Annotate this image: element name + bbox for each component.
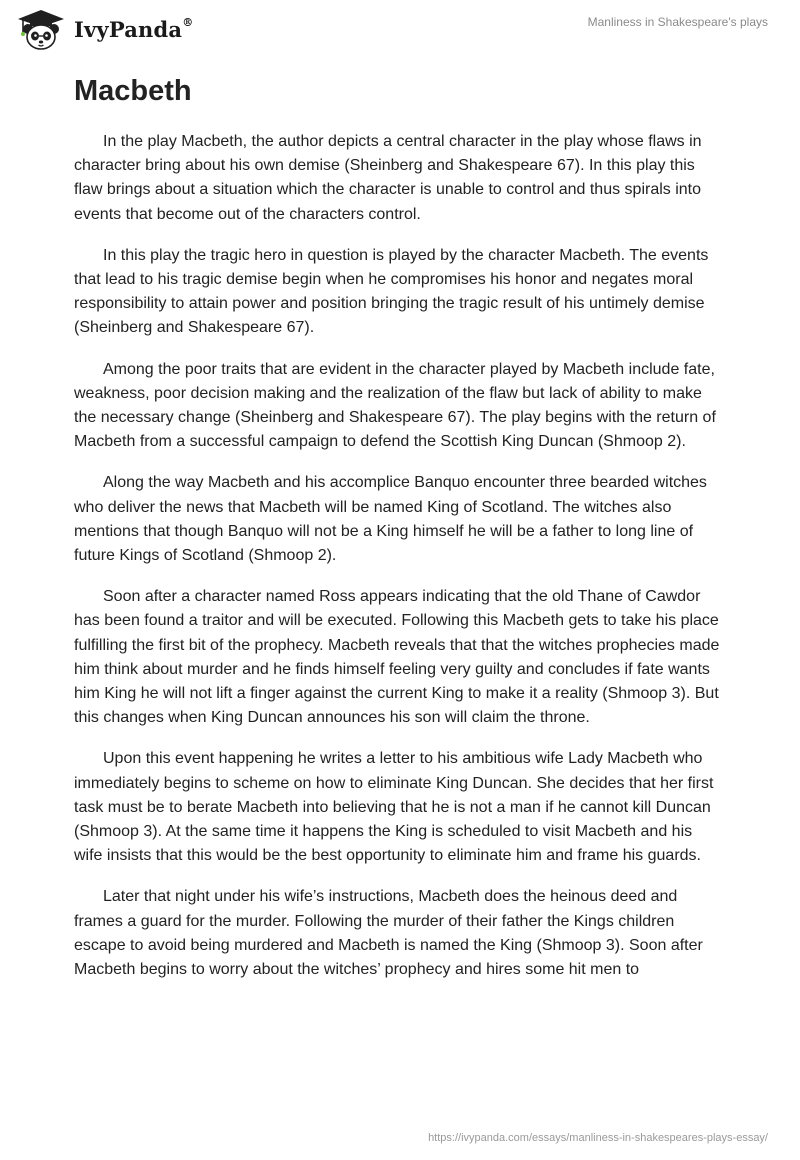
paragraph: In the play Macbeth, the author depicts a central character in the play whose flaws in character bring about his own demise (Sheinberg and Shakespeare 67). In this play this flaw brings about a situation which the character is unable to control and thus spirals into events that become out of the characters control. [74, 133, 702, 223]
paragraph: In this play the tragic hero in question is played by the character Macbeth. The events that lead to his tragic demise begin when he compromises his honor and negates moral responsibility to attain power and position bringing the tragic result of his untimely demise (Sheinberg and Shakespeare 67). [74, 246, 709, 337]
paragraph: Along the way Macbeth and his accomplice Banquo encounter three bearded witches who deliver the news that Macbeth will be named King of Scotland. The witches also mentions that though Banquo will not be a King himself he will be a father to long line of future Kings of Scotland (Shmoop 2). [74, 474, 707, 565]
essay-content [74, 72, 724, 999]
registered-mark: ® [182, 15, 194, 29]
brand-logo[interactable] [14, 8, 193, 52]
page-title: Macbeth [74, 75, 192, 107]
document-title: Manliness in Shakespeare's plays [587, 15, 768, 29]
paragraph: Later that night under his wife’s instructions, Macbeth does the heinous deed and frames a guard for the murder. Following the murder of their father the Kings children escape to avoid being murdered and Macbeth is named the King (Shmoop 3). Soon after Macbeth begins to worry about the witches’ prophecy and hires some hit men to [74, 888, 703, 979]
source-url[interactable]: https://ivypanda.com/essays/manliness-in-shakespeares-plays-essay/ [428, 1132, 768, 1144]
brand-name: IvyPanda® [74, 15, 194, 42]
paragraph: Upon this event happening he writes a letter to his ambitious wife Lady Macbeth who immediately begins to scheme on how to eliminate King Duncan. She decides that her first task must be to berate Macbeth into believing that he is not a man if he cannot kill Duncan (Shmoop 3). At the same time it happens the King is scheduled to visit Macbeth and his wife insists that this would be the best opportunity to eliminate him and frame his guards. [74, 750, 714, 865]
panda-graduate-icon [14, 8, 68, 52]
page-header [0, 0, 800, 60]
paragraph: Among the poor traits that are evident in the character played by Macbeth include fate, weakness, poor decision making and the realization of the flaw but lack of ability to make the necessary change (Sheinberg and Shakespeare 67). The play begins with the return of Macbeth from a successful campaign to defend the Scottish King Duncan (Shmoop 2). [74, 360, 716, 451]
paragraph: Soon after a character named Ross appears indicating that the old Thane of Cawdor has been found a traitor and will be executed. Following this Macbeth gets to take his place fulfilling the first bit of the prophecy. Macbeth reveals that that the witches prophecies made him think about murder and he finds himself feeling very guilty and concludes if fate wants him King he will not lift a finger against the current King to make it a reality (Shmoop 3). But this changes when King Duncan announces his son will claim the throne. [74, 588, 720, 727]
